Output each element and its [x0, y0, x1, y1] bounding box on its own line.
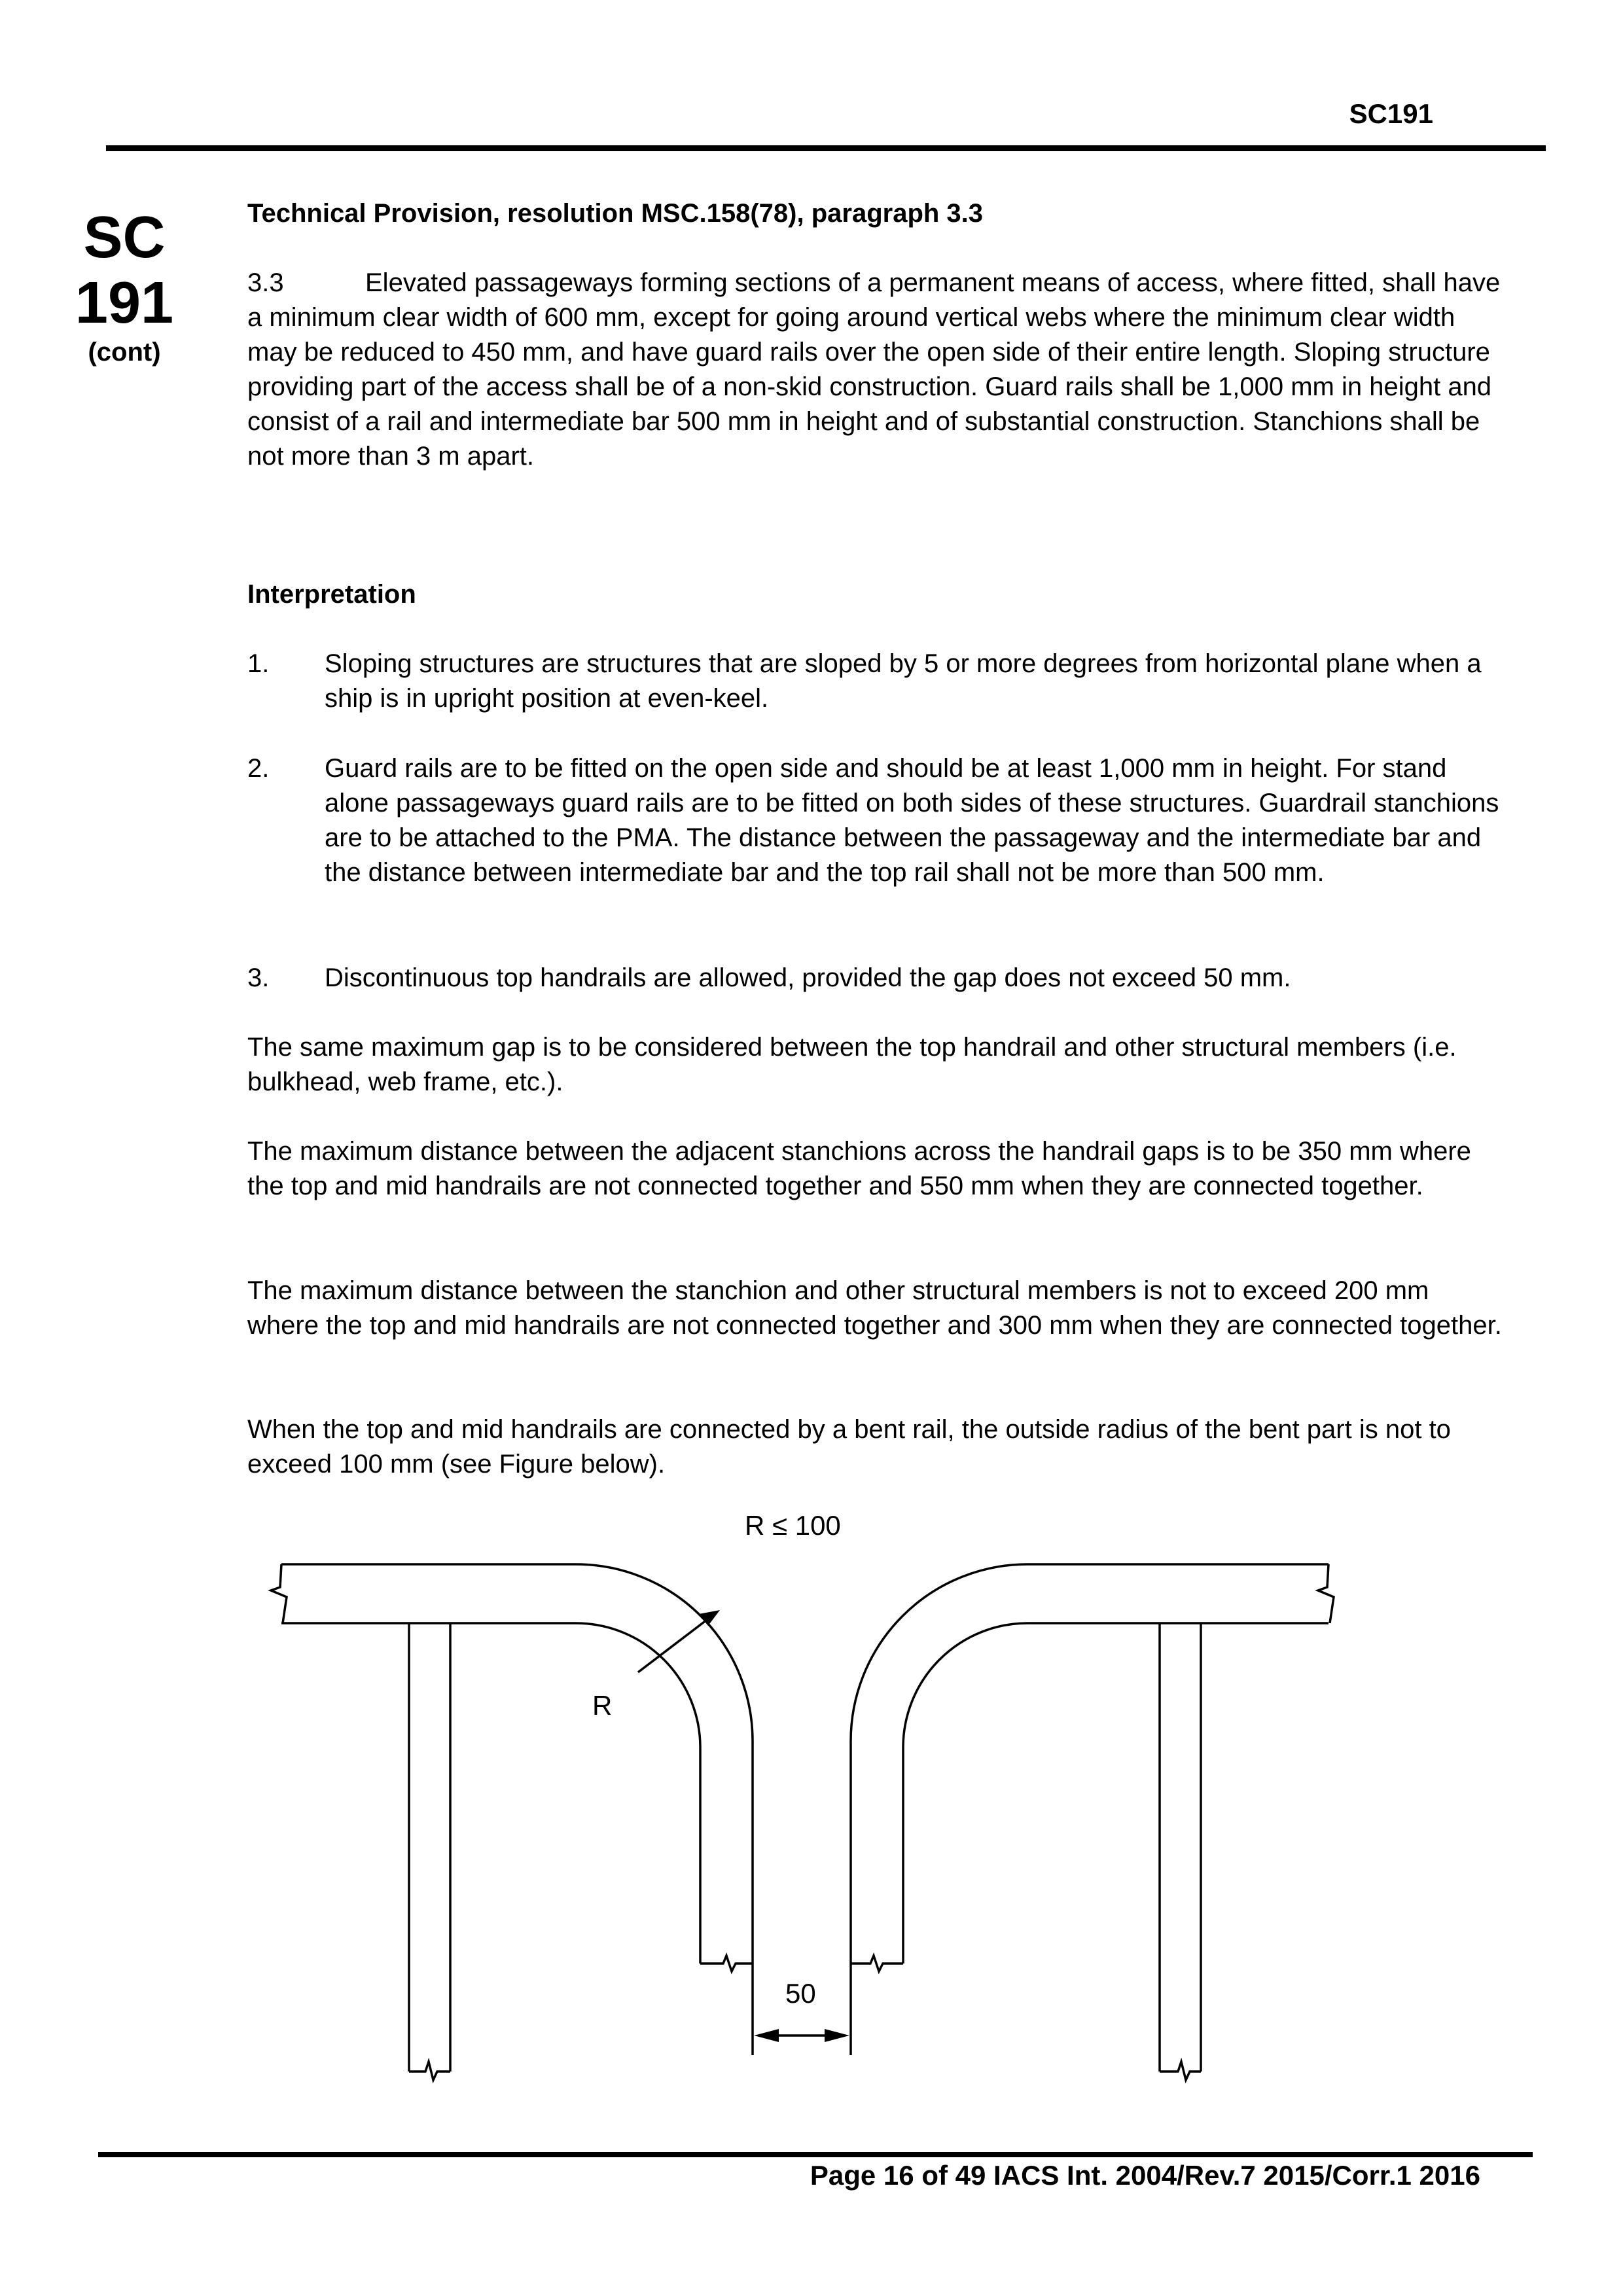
item-number: 2.: [247, 754, 270, 783]
left-stanchion-break: [409, 2062, 450, 2080]
item-number: 1.: [247, 649, 270, 678]
interpretation-paragraph: The maximum distance between the stanchion and other structural members is not to exceed 200 mm where the top and mid handrails are not connected together and 300 mm when they are connected together.: [247, 1276, 1502, 1340]
provision-number: 3.3: [247, 268, 284, 297]
side-label-sc: SC: [83, 205, 166, 270]
interpretation-item: [247, 751, 1504, 890]
footer-rule: [98, 2152, 1533, 2157]
item-number: 3.: [247, 963, 270, 992]
provision-title: Technical Provision, resolution MSC.158(78), paragraph 3.3: [247, 199, 984, 228]
side-label-cont: (cont): [88, 338, 161, 367]
provision-text: Elevated passageways forming sections of a permanent means of access, where fitted, shall have a minimum clear width of 600 mm, except for going around vertical webs where the minimum clear width may be reduced to 450 mm, and have guard rails over the open side of their entire length. Sloping structure providing part of the access shall be of a non-skid construction. Guard rails shall be 1,000 mm in height and consist of a rail and intermediate bar 500 mm in height and of substantial construction. Stanchions shall be not more than 3 m apart.: [247, 268, 1501, 471]
left-rail-break: [271, 1564, 287, 1623]
side-label-number: 191: [75, 270, 174, 336]
handrail-gap-figure: [0, 1492, 1623, 2114]
item-text: Sloping structures are structures that are sloped by 5 or more degrees from horizontal plane when a ship is in upright position at even-keel.: [325, 649, 1482, 713]
provision-paragraph: [247, 266, 1504, 474]
left-stanchion: [409, 1623, 450, 2072]
item-text: Discontinuous top handrails are allowed, provided the gap does not exceed 50 mm.: [325, 963, 1291, 992]
right-stanchion-break: [1160, 2062, 1201, 2080]
item-text: Guard rails are to be fitted on the open side and should be at least 1,000 mm in height. For stand alone passageways guard rails are to be fitted on both sides of these structures. Guardrail stanchions are to be attached to the PMA. The distance between the passageway and the intermediate bar and the distance between intermediate bar and the top rail shall not be more than 500 mm.: [325, 754, 1499, 887]
gap-arrow-right: [825, 2029, 849, 2042]
header-rule: [106, 145, 1546, 151]
document-code: SC191: [1349, 98, 1433, 129]
right-stanchion: [1160, 1623, 1201, 2072]
interpretation-paragraph: The same maximum gap is to be considered between the top handrail and other structural members (i.e. bulkhead, web frame, etc.).: [247, 1033, 1457, 1096]
right-rail-inner-outline: [903, 1623, 1329, 1964]
left-inner-break: [700, 1956, 753, 1971]
right-rail-break: [1318, 1564, 1334, 1623]
gap-label: 50: [785, 1978, 816, 2009]
right-inner-break: [851, 1956, 903, 1971]
interpretation-title: Interpretation: [247, 580, 416, 609]
interpretation-item: [247, 961, 1504, 996]
gap-extension-lines: [753, 1964, 851, 2055]
page-footer: Page 16 of 49 IACS Int. 2004/Rev.7 2015/Corr.1 2016: [810, 2160, 1480, 2191]
interpretation-paragraph: When the top and mid handrails are connected by a bent rail, the outside radius of the bent part is not to exceed 100 mm (see Figure below).: [247, 1415, 1451, 1479]
radius-limit-label: R ≤ 100: [745, 1510, 841, 1541]
interpretation-paragraph: The maximum distance between the adjacent stanchions across the handrail gaps is to be 350 mm where the top and mid handrails are not connected together and 550 mm when they are connected together.: [247, 1137, 1471, 1200]
radius-label: R: [592, 1690, 613, 1721]
interpretation-item: [247, 647, 1504, 716]
gap-arrow-left: [754, 2029, 779, 2042]
left-rail-inner-outline: [281, 1623, 700, 1964]
